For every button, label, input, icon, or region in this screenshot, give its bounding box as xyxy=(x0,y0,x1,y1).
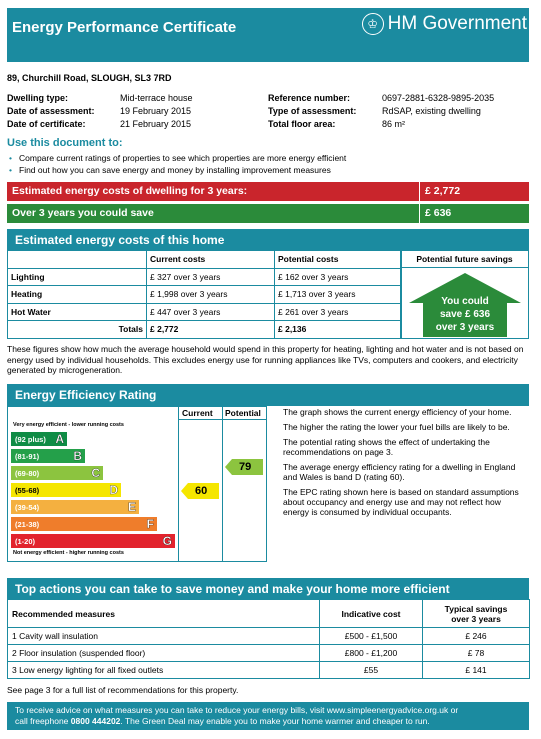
band-range: (39-54) xyxy=(15,503,40,512)
band-range: (55-68) xyxy=(15,486,40,495)
details-right-values xyxy=(382,92,494,131)
current-cost: £ 327 over 3 years xyxy=(147,268,275,286)
use-document-heading: Use this document to: xyxy=(7,137,123,149)
rating-band-e xyxy=(11,500,139,514)
table-row xyxy=(8,662,530,679)
royal-crest-icon: ♔ xyxy=(362,13,384,35)
efficiency-explanation xyxy=(283,407,528,522)
reference-label: Reference number: xyxy=(268,93,351,103)
total-potential: £ 2,136 xyxy=(275,321,402,339)
band-letter: A xyxy=(55,432,64,446)
list-item: • Compare current ratings of properties to see which properties are more energy efficient xyxy=(7,152,346,164)
explanation-paragraph: The higher the rating the lower your fuel bills are likely to be. xyxy=(283,422,510,432)
potential-cost: £ 261 over 3 years xyxy=(275,303,402,321)
hm-government-logo xyxy=(362,13,527,35)
details-left-values xyxy=(120,92,193,131)
costs-table xyxy=(7,250,402,339)
col-potential: Potential xyxy=(225,408,261,418)
table-row xyxy=(8,628,530,645)
rating-band-a xyxy=(11,432,67,446)
floor-area-label: Total floor area: xyxy=(268,119,336,129)
hm-government-text: HM Government xyxy=(387,13,527,34)
totals-label: Totals xyxy=(8,321,147,339)
col-measures: Recommended measures xyxy=(8,600,320,628)
rating-band-g xyxy=(11,534,175,548)
actions-table xyxy=(7,599,530,679)
assessment-type-label: Type of assessment: xyxy=(268,106,357,116)
col-potential-costs: Potential costs xyxy=(275,251,402,269)
band-range: (1-20) xyxy=(15,537,36,546)
freephone-number: 0800 444202 xyxy=(70,716,121,726)
row-label: Hot Water xyxy=(8,303,147,321)
page-title: Energy Performance Certificate xyxy=(12,19,237,36)
top-caption: Very energy efficient - lower running costs xyxy=(13,422,124,428)
date-certificate-value: 21 February 2015 xyxy=(120,119,192,129)
measure: 2 Floor insulation (suspended floor) xyxy=(8,645,320,662)
estimated-cost-label: Estimated energy costs of dwelling for 3 years: xyxy=(12,185,248,197)
current-cost: £ 447 over 3 years xyxy=(147,303,275,321)
bottom-caption: Not energy efficient - higher running costs xyxy=(13,550,124,556)
savings-bar xyxy=(7,204,529,223)
band-range: (21-38) xyxy=(15,520,40,529)
dwelling-type-label: Dwelling type: xyxy=(7,93,69,103)
typical-savings: £ 78 xyxy=(423,645,530,662)
date-assessment-label: Date of assessment: xyxy=(7,106,95,116)
costs-section-heading: Estimated energy costs of this home xyxy=(7,229,529,251)
explanation-paragraph: The potential rating shows the effect of undertaking the recommendations on page 3. xyxy=(283,437,490,457)
dwelling-type-value: Mid-terrace house xyxy=(120,93,193,103)
explanation-paragraph: The average energy efficiency rating for a dwelling in England and Wales is band D (rating 60). xyxy=(283,462,516,482)
table-row xyxy=(8,303,402,321)
row-label: Heating xyxy=(8,286,147,304)
future-savings-text: You could save £ 636 over 3 years xyxy=(435,296,495,333)
details-left xyxy=(7,92,95,131)
total-current: £ 2,772 xyxy=(147,321,275,339)
typical-savings: £ 141 xyxy=(423,662,530,679)
potential-cost: £ 1,713 over 3 years xyxy=(275,286,402,304)
rating-band-c xyxy=(11,466,103,480)
table-row xyxy=(8,251,402,269)
table-row xyxy=(8,268,402,286)
col-current: Current xyxy=(182,408,213,418)
savings-value: £ 636 xyxy=(419,204,529,223)
advice-footer: To receive advice on what measures you can take to reduce your energy bills, visit www.simpleenergyadvice.org.uk or call freephone 0800 444202. The Green Deal may enable you to make your home warmer and cheaper to run. xyxy=(7,702,529,730)
costs-note: These figures show how much the average household would spend in this property for heating, lighting and hot water and is not based on energy used by individual households. This excludes energy use for running appliances like TVs, computers and cookers, and electricity generated by microgeneration. xyxy=(7,344,524,375)
indicative-cost: £800 - £1,200 xyxy=(320,645,423,662)
current-cost: £ 1,998 over 3 years xyxy=(147,286,275,304)
estimated-cost-value: £ 2,772 xyxy=(419,182,529,201)
rating-band-b xyxy=(11,449,85,463)
details-right xyxy=(268,92,356,131)
table-row xyxy=(8,600,530,628)
efficiency-rating-chart xyxy=(7,406,267,562)
rating-band-d xyxy=(11,483,121,497)
col-current-costs: Current costs xyxy=(147,251,275,269)
potential-cost: £ 162 over 3 years xyxy=(275,268,402,286)
table-row xyxy=(8,645,530,662)
band-range: (81-91) xyxy=(15,452,40,461)
band-letter: B xyxy=(73,449,82,463)
savings-label: Over 3 years you could save xyxy=(12,207,154,219)
list-item: • Find out how you can save energy and money by installing improvement measures xyxy=(7,164,346,176)
indicative-cost: £500 - £1,500 xyxy=(320,628,423,645)
date-assessment-value: 19 February 2015 xyxy=(120,106,192,116)
future-savings-box xyxy=(400,250,529,339)
row-label: Lighting xyxy=(8,268,147,286)
footer-line1: To receive advice on what measures you can take to reduce your energy bills, visit www.simpleenergyadvice.org.uk or xyxy=(15,705,459,715)
current-rating-value: 60 xyxy=(195,485,208,497)
band-letter: C xyxy=(91,466,100,480)
indicative-cost: £55 xyxy=(320,662,423,679)
potential-rating-value: 79 xyxy=(239,461,252,473)
col-future-savings: Potential future savings xyxy=(401,251,528,268)
see-page-note: See page 3 for a full list of recommendations for this property. xyxy=(7,685,239,695)
explanation-paragraph: The graph shows the current energy efficiency of your home. xyxy=(283,407,512,417)
property-address: 89, Churchill Road, SLOUGH, SL3 7RD xyxy=(7,73,172,83)
measure: 1 Cavity wall insulation xyxy=(8,628,320,645)
band-letter: D xyxy=(109,483,118,497)
explanation-paragraph: The EPC rating shown here is based on standard assumptions about occupancy and energy use and may not reflect how energy is consumed by individual occupants. xyxy=(283,487,519,517)
estimated-cost-bar xyxy=(7,182,529,201)
col-savings: Typical savings over 3 years xyxy=(423,600,530,628)
measure: 3 Low energy lighting for all fixed outlets xyxy=(8,662,320,679)
efficiency-section-heading: Energy Efficiency Rating xyxy=(7,384,529,406)
band-letter: E xyxy=(127,500,136,514)
band-range: (69-80) xyxy=(15,469,40,478)
table-row xyxy=(8,321,402,339)
band-letter: G xyxy=(162,534,172,548)
assessment-type-value: RdSAP, existing dwelling xyxy=(382,106,481,116)
col-cost: Indicative cost xyxy=(320,600,423,628)
band-range: (92 plus) xyxy=(15,435,46,444)
band-letter: F xyxy=(146,517,154,531)
table-row xyxy=(8,286,402,304)
actions-section-heading: Top actions you can take to save money and make your home more efficient xyxy=(7,578,529,600)
reference-value: 0697-2881-6328-9895-2035 xyxy=(382,93,495,103)
floor-area-value: 86 m² xyxy=(382,119,406,129)
typical-savings: £ 246 xyxy=(423,628,530,645)
rating-band-f xyxy=(11,517,157,531)
date-certificate-label: Date of certificate: xyxy=(7,119,86,129)
use-document-list xyxy=(7,152,346,176)
